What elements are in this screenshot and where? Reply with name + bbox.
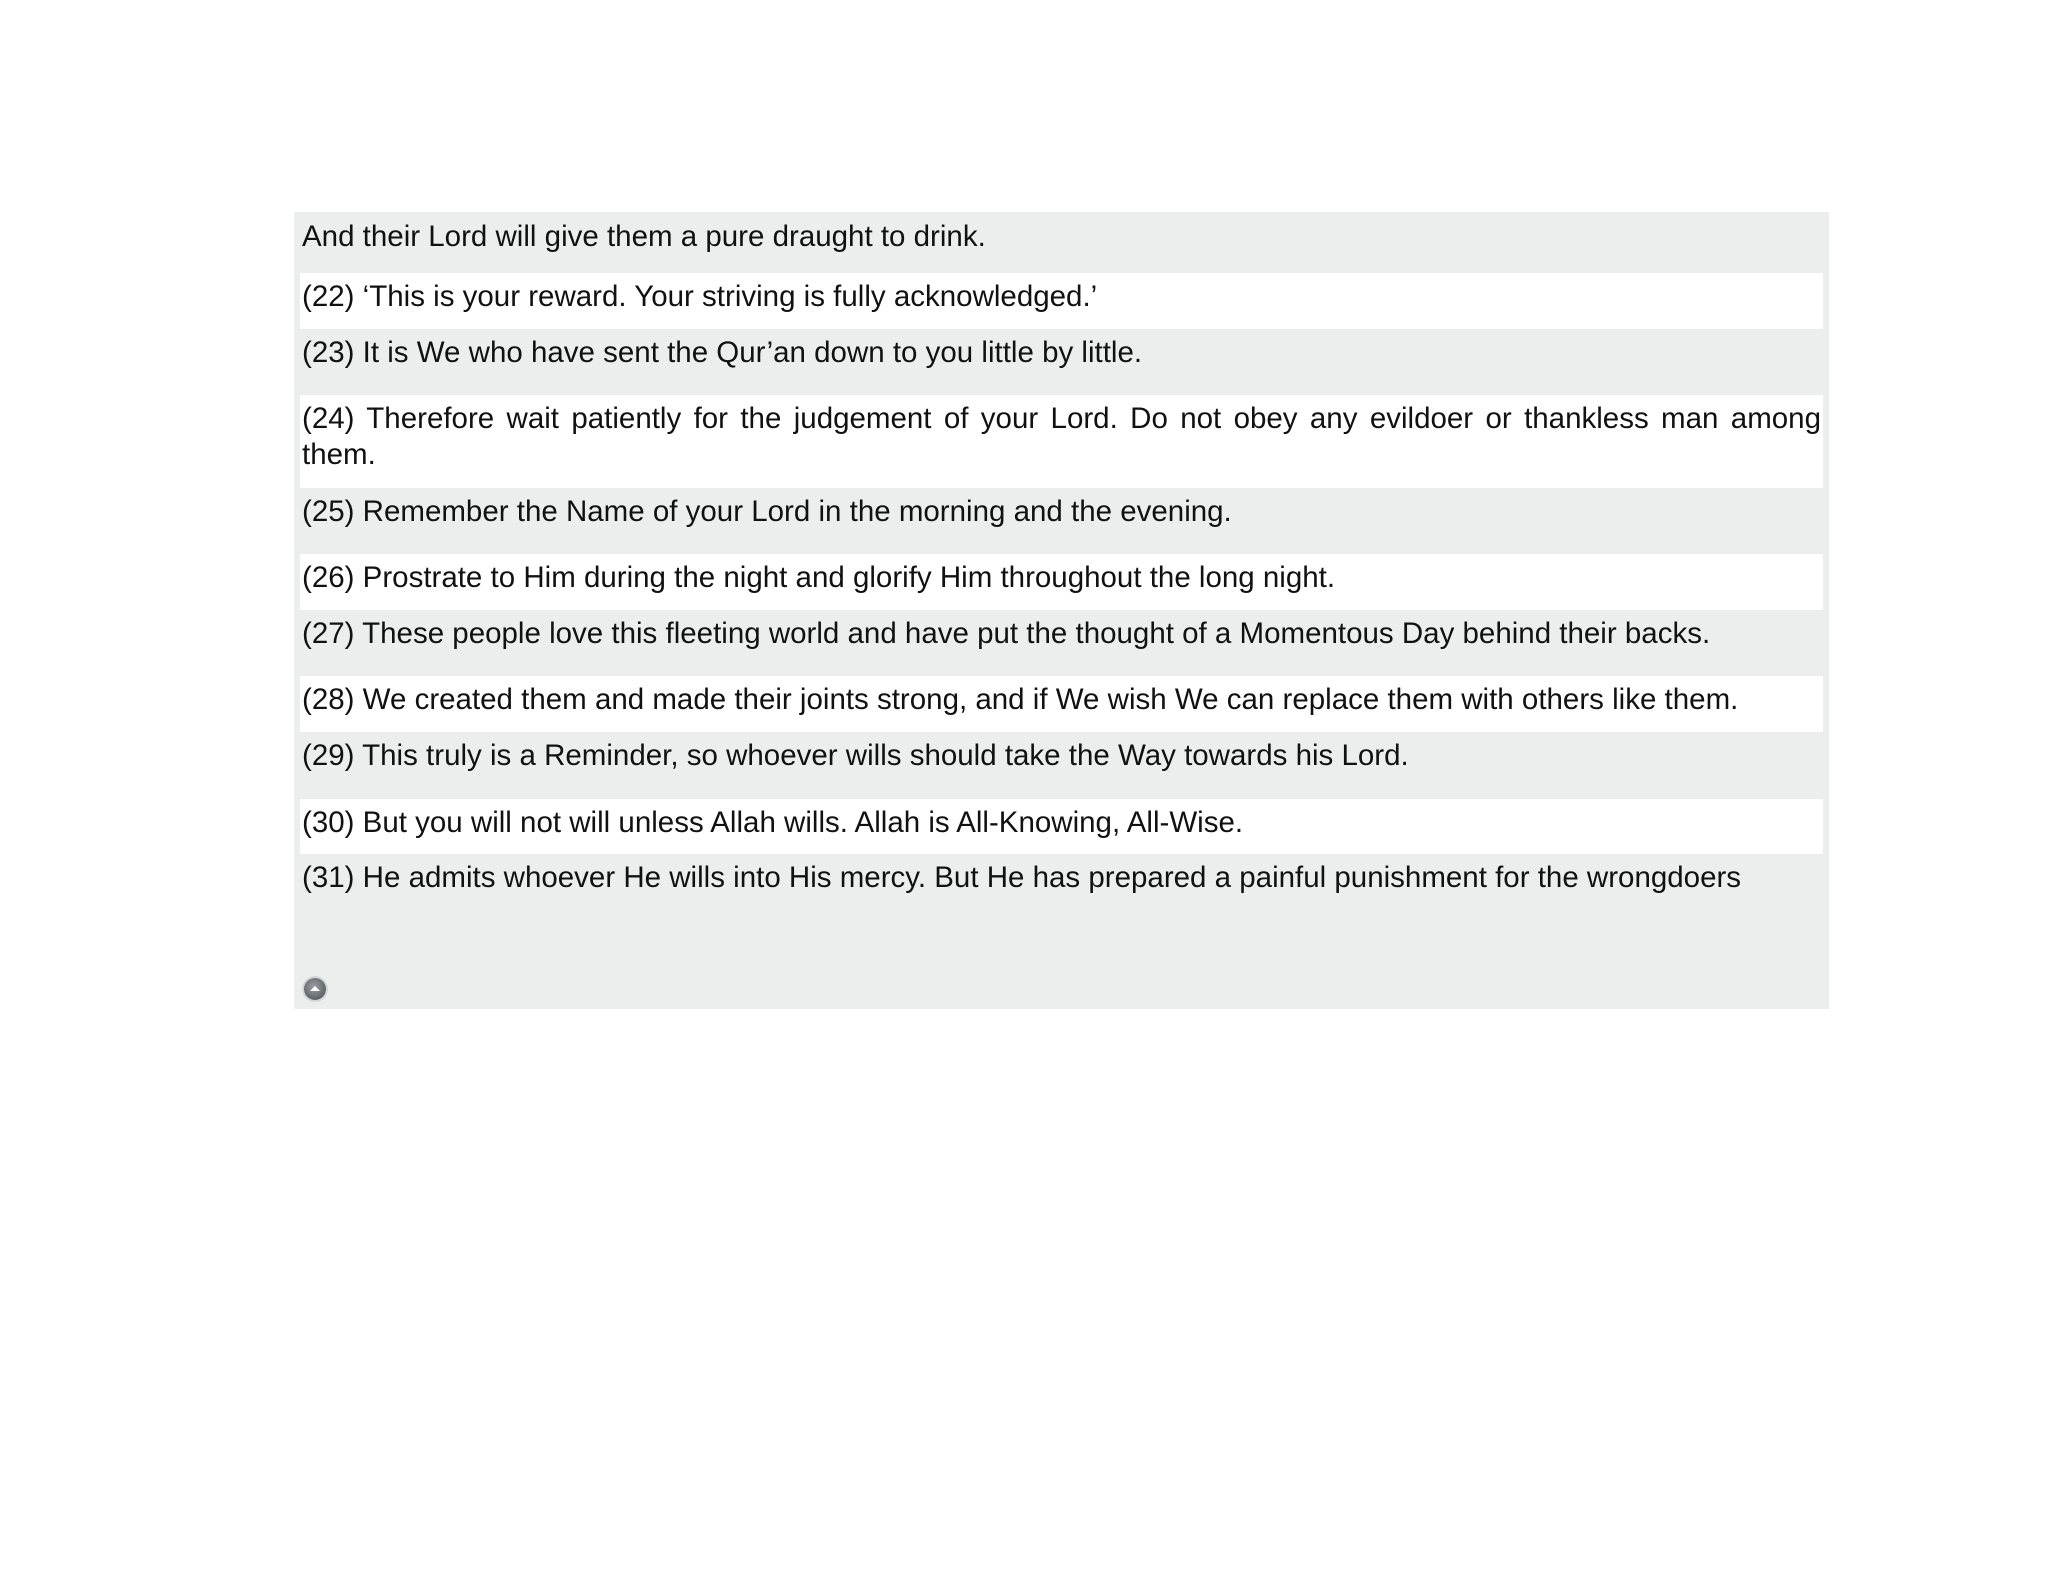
- verse-list: [300, 212, 1823, 939]
- verse-panel: [294, 212, 1829, 1009]
- verse-item: (23) It is We who have sent the Qur’an down to you little by little.: [302, 336, 1143, 369]
- verse-item: (24) Therefore wait patiently for the judgement of your Lord. Do not obey any evildoer or thankless man among them.: [300, 395, 1823, 488]
- verse-item: And their Lord will give them a pure draught to drink.: [302, 220, 986, 253]
- verse-item: (22) ‘This is your reward. Your striving is fully acknowledged.’: [300, 273, 1823, 329]
- verse-item: (26) Prostrate to Him during the night and glorify Him throughout the long night.: [300, 554, 1823, 610]
- scroll-to-top-icon[interactable]: [304, 978, 326, 1000]
- verse-item: (25) Remember the Name of your Lord in the morning and the evening.: [302, 495, 1232, 528]
- verse-item: (30) But you will not will unless Allah wills. Allah is All-Knowing, All-Wise.: [300, 799, 1823, 854]
- verse-item: (31) He admits whoever He wills into His mercy. But He has prepared a painful punishment for the wrongdoers: [302, 861, 1742, 894]
- verse-item: (28) We created them and made their joints strong, and if We wish We can replace them with others like them.: [300, 676, 1823, 732]
- verse-item: (27) These people love this fleeting world and have put the thought of a Momentous Day behind their backs.: [302, 617, 1711, 650]
- verse-item: (29) This truly is a Reminder, so whoever wills should take the Way towards his Lord.: [302, 739, 1409, 772]
- chevron-up-icon: [310, 986, 320, 991]
